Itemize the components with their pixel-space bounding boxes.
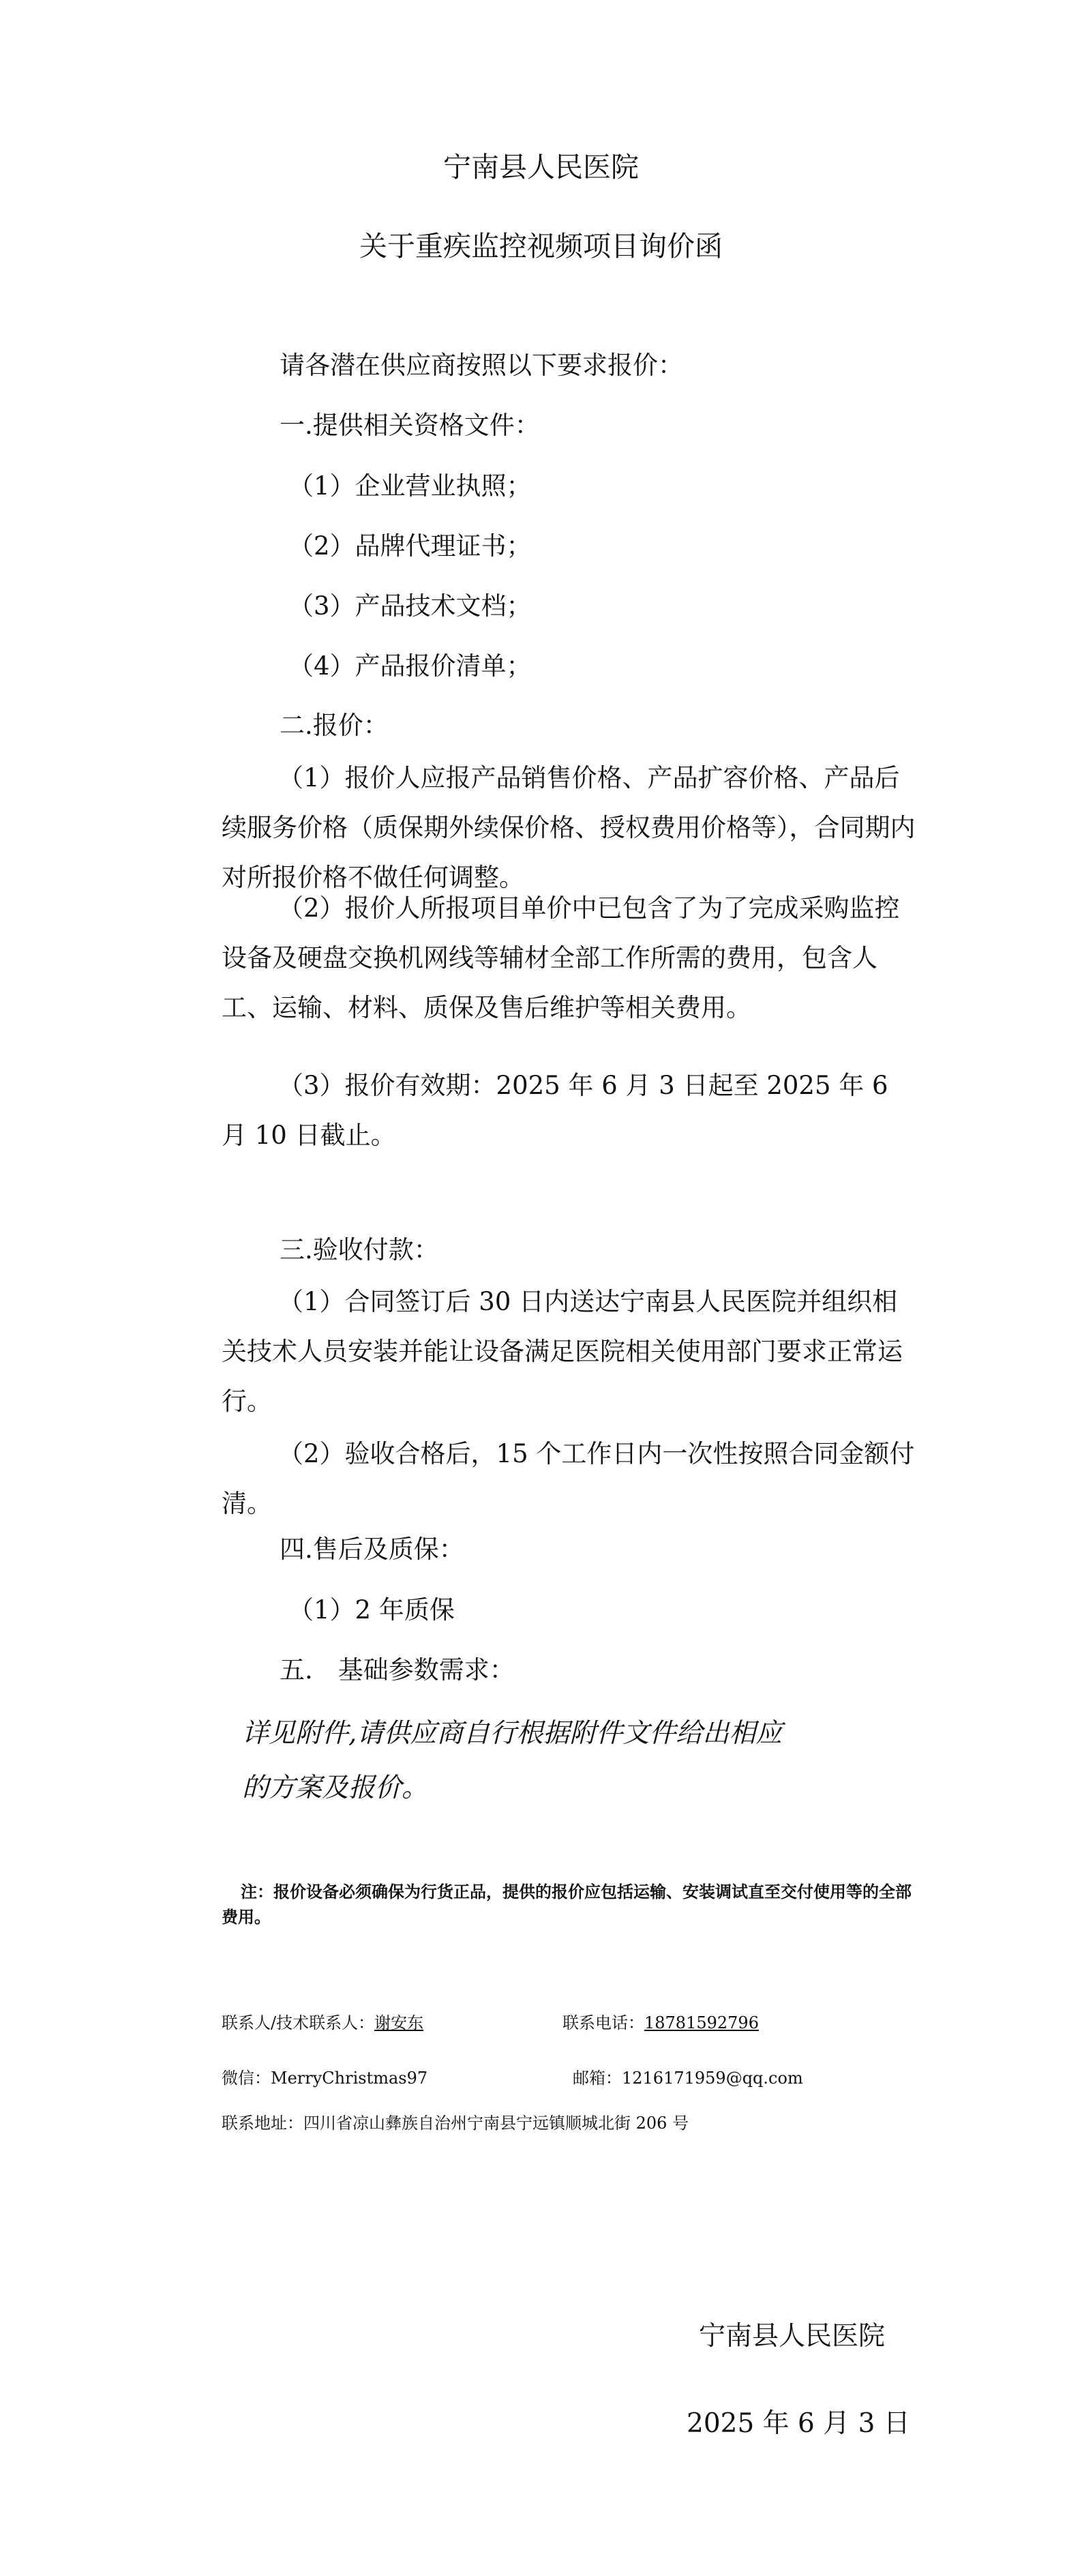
section2-heading: 二.报价： xyxy=(280,711,389,740)
contact-address: 联系地址：四川省凉山彝族自治州宁南县宁远镇顺城北街 206 号 xyxy=(222,2114,689,2133)
contact-person-name[interactable]: 谢安东 xyxy=(374,2013,424,2032)
signature-date: 2025 年 6 月 3 日 xyxy=(687,2408,910,2439)
section5-heading: 五. 基础参数需求： xyxy=(280,1655,515,1685)
contact-phone-label: 联系电话： xyxy=(562,2013,644,2032)
contact-person-row xyxy=(222,2009,423,2033)
section2-paragraph: （1）报价人应报产品销售价格、产品扩容价格、产品后续服务价格（质保期外续保价格、授权费用价格等），合同期内对所报价格不做任何调整。 xyxy=(222,763,916,892)
section3-paragraph: （1）合同签订后 30 日内送达宁南县人民医院并组织相关技术人员安装并能让设备满足医院相关使用部门要求正常运行。 xyxy=(222,1287,903,1416)
section2-paragraph: （3）报价有效期：2025 年 6 月 3 日起至 2025 年 6 月 10 日截止。 xyxy=(222,1071,888,1150)
contact-wechat: 微信：MerryChristmas97 xyxy=(222,2069,428,2088)
contact-phone-link[interactable]: 18781592796 xyxy=(644,2013,759,2032)
contact-email: 邮箱：1216171959@qq.com xyxy=(573,2069,803,2088)
contact-person-label: 联系人/技术联系人： xyxy=(222,2013,375,2032)
section3-paragraph: （2）验收合格后，15 个工作日内一次性按照合同金额付清。 xyxy=(222,1439,915,1518)
section1-item: （1）企业营业执照； xyxy=(288,471,532,501)
section4-item: （1）2 年质保 xyxy=(288,1595,455,1625)
section1-heading: 一.提供相关资格文件： xyxy=(280,411,540,440)
page-title: 关于重疾监控视频项目询价函 xyxy=(359,230,723,263)
contact-phone-row xyxy=(562,2009,759,2033)
section1-item: （2）品牌代理证书； xyxy=(288,531,532,561)
section5-italic-line: 的方案及报价。 xyxy=(242,1773,429,1803)
signature-org: 宁南县人民医院 xyxy=(699,2321,886,2352)
section2-paragraph: （2）报价人所报项目单价中已包含了为了完成采购监控设备及硬盘交换机网线等辅材全部工作所需的费用，包含人工、运输、材料、质保及售后维护等相关费用。 xyxy=(222,893,900,1022)
section1-item: （3）产品技术文档； xyxy=(288,591,532,621)
org-title: 宁南县人民医院 xyxy=(443,151,639,183)
section1-item: （4）产品报价清单； xyxy=(288,651,532,681)
intro-line: 请各潜在供应商按照以下要求报价： xyxy=(280,351,683,380)
section4-heading: 四.售后及质保： xyxy=(280,1535,464,1564)
section3-heading: 三.验收付款： xyxy=(280,1235,439,1264)
note-paragraph: 注：报价设备必须确保为行货正品，提供的报价应包括运输、安装调试直至交付使用等的全部费用。 xyxy=(222,1882,912,1927)
section5-italic-line: 详见附件,请供应商自行根据附件文件给出相应 xyxy=(242,1718,783,1749)
